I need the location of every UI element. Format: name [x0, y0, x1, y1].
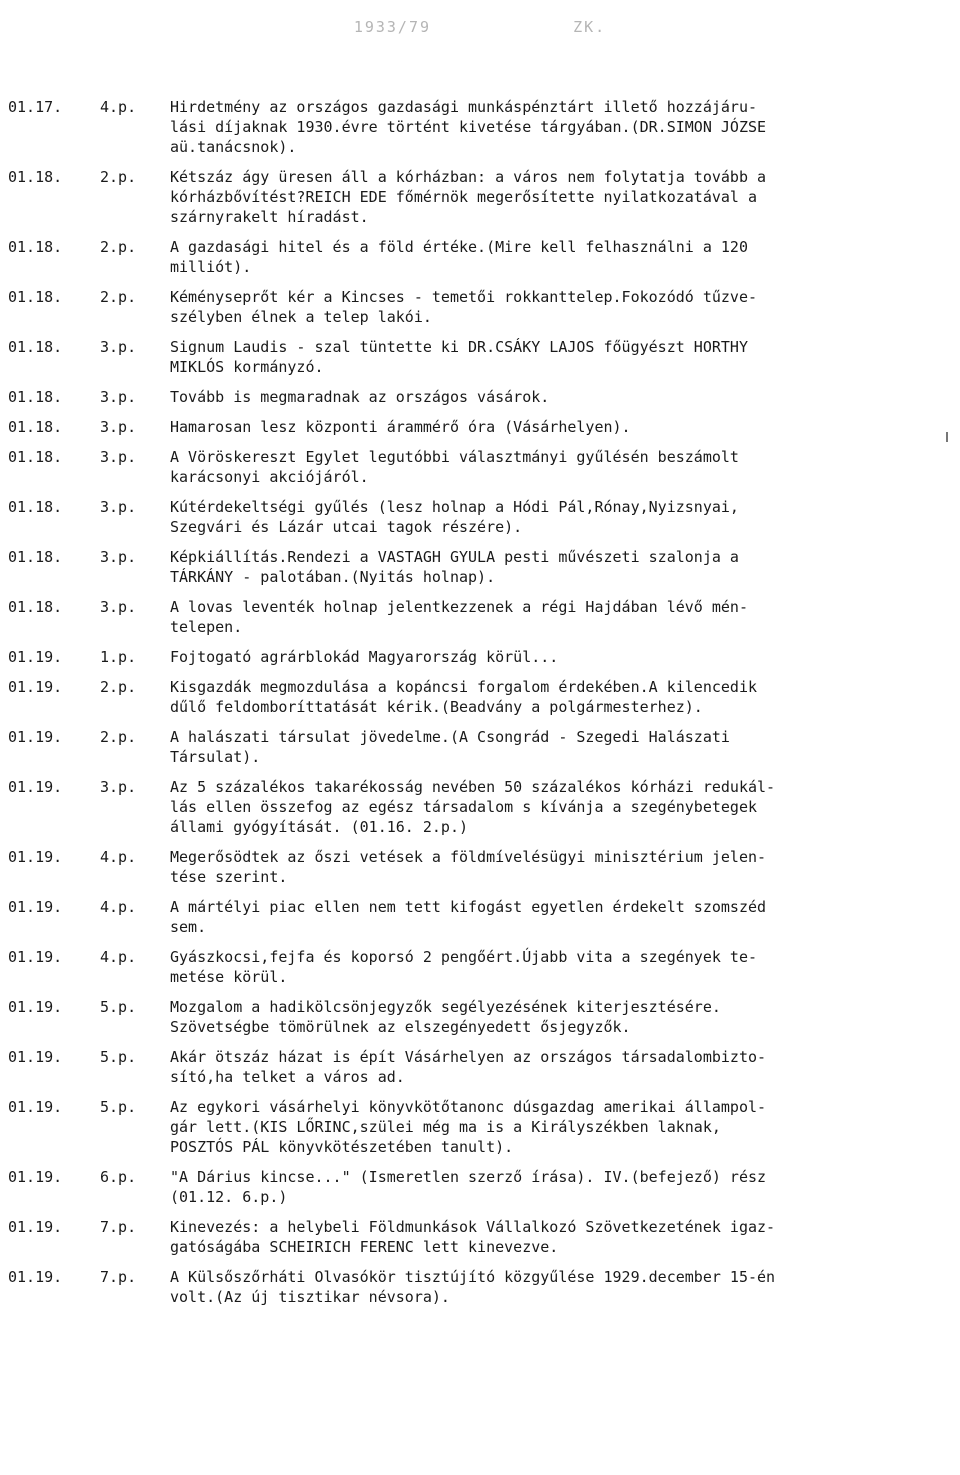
- entry-text-line: A Vöröskereszt Egylet legutóbbi választmányi gyűlésén beszámolt: [170, 448, 739, 466]
- entry-text: [170, 447, 960, 487]
- entry-date: 01.19.: [8, 1218, 63, 1236]
- entry-text: [170, 1167, 960, 1207]
- entry-date: 01.18.: [8, 168, 63, 186]
- entry-text: [170, 1267, 960, 1307]
- entry-text-line: Gyászkocsi,fejfa és koporsó 2 pengőért.Újabb vita a szegények te-: [170, 948, 757, 966]
- entry-date: 01.18.: [8, 388, 63, 406]
- entry-text-line: TÁRKÁNY - palotában.(Nyitás holnap).: [170, 568, 496, 586]
- entry-text: [170, 1047, 960, 1087]
- list-item: [0, 497, 960, 537]
- entry-date: 01.18.: [8, 498, 63, 516]
- entry-text-line: dűlő feldomboríttatását kérik.(Beadvány a polgármesterhez).: [170, 698, 703, 716]
- entry-date: 01.19.: [8, 1048, 63, 1066]
- entry-text-line: A Külsőszőrháti Olvasókör tisztújító közgyűlése 1929.december 15-én: [170, 1268, 776, 1286]
- entry-text-line: Hamarosan lesz központi árammérő óra (Vásárhelyen).: [170, 418, 631, 436]
- entry-text-line: Képkiállítás.Rendezi a VASTAGH GYULA pesti művészeti szalonja a: [170, 548, 739, 566]
- entry-text: [170, 677, 960, 717]
- entry-text: [170, 547, 960, 587]
- entry-date: 01.19.: [8, 1168, 63, 1186]
- entry-page: 5.p.: [100, 998, 137, 1016]
- entry-text-line: Kinevezés: a helybeli Földmunkások Vállalkozó Szövetkezetének igaz-: [170, 1218, 776, 1236]
- entry-page: 7.p.: [100, 1268, 137, 1286]
- list-item: [0, 1097, 960, 1157]
- entry-page: 2.p.: [100, 168, 137, 186]
- entry-text-line: volt.(Az új tisztikar névsora).: [170, 1288, 450, 1306]
- entry-text-line: lási díjaknak 1930.évre történt kivetése tárgyában.(DR.SIMON JÓZSE: [170, 118, 767, 136]
- entry-text-line: milliót).: [170, 258, 252, 276]
- entry-page: 4.p.: [100, 98, 137, 116]
- entry-page: 4.p.: [100, 848, 137, 866]
- entry-date: 01.18.: [8, 418, 63, 436]
- entry-page: 7.p.: [100, 1218, 137, 1236]
- list-item: [0, 1267, 960, 1307]
- entry-page: 2.p.: [100, 728, 137, 746]
- entry-text-line: A gazdasági hitel és a föld értéke.(Mire kell felhasználni a 120: [170, 238, 748, 256]
- entry-text: [170, 897, 960, 937]
- entry-text-line: MIKLÓS kormányzó.: [170, 358, 324, 376]
- entry-text-line: A mártélyi piac ellen nem tett kifogást egyetlen érdekelt szomszéd: [170, 898, 767, 916]
- entry-page: 4.p.: [100, 898, 137, 916]
- entry-text-line: Kéményseprőt kér a Kincses - temetői rokkanttelep.Fokozódó tűzve-: [170, 288, 757, 306]
- entry-date: 01.18.: [8, 448, 63, 466]
- entry-text-line: telepen.: [170, 618, 243, 636]
- list-item: [0, 337, 960, 377]
- list-item: [0, 417, 960, 437]
- entry-text: [170, 287, 960, 327]
- entry-page: 3.p.: [100, 498, 137, 516]
- entry-text: [170, 237, 960, 277]
- list-item: [0, 997, 960, 1037]
- list-item: [0, 1217, 960, 1257]
- entry-text-line: állami gyógyítását. (01.16. 2.p.): [170, 818, 469, 836]
- entry-text-line: Fojtogató agrárblokád Magyarország körül...: [170, 648, 559, 666]
- entry-text: [170, 947, 960, 987]
- entry-page: 1.p.: [100, 648, 137, 666]
- entry-date: 01.18.: [8, 598, 63, 616]
- scan-mark: [946, 432, 948, 442]
- entry-text-line: gár lett.(KIS LŐRINC,szülei még ma is a Királyszékben laknak,: [170, 1118, 721, 1136]
- entry-page: 4.p.: [100, 948, 137, 966]
- entry-page: 5.p.: [100, 1048, 137, 1066]
- entry-text: [170, 97, 960, 157]
- entry-text-line: A halászati társulat jövedelme.(A Csongrád - Szegedi Halászati: [170, 728, 730, 746]
- entry-text-line: A lovas leventék holnap jelentkezzenek a régi Hajdában lévő mén-: [170, 598, 748, 616]
- list-item: [0, 597, 960, 637]
- entry-date: 01.17.: [8, 98, 63, 116]
- entry-page: 3.p.: [100, 388, 137, 406]
- list-item: [0, 647, 960, 667]
- list-item: [0, 387, 960, 407]
- entry-text: [170, 847, 960, 887]
- entry-page: 2.p.: [100, 678, 137, 696]
- list-item: [0, 97, 960, 157]
- entry-page: 3.p.: [100, 448, 137, 466]
- entry-page: 3.p.: [100, 548, 137, 566]
- entry-date: 01.19.: [8, 678, 63, 696]
- entry-text-line: Kétszáz ágy üresen áll a kórházban: a város nem folytatja tovább a: [170, 168, 767, 186]
- entry-text-line: szélyben élnek a telep lakói.: [170, 308, 432, 326]
- entry-text-line: gatóságába SCHEIRICH FERENC lett kinevezve.: [170, 1238, 559, 1256]
- list-item: [0, 947, 960, 987]
- entry-text: [170, 647, 960, 667]
- entry-date: 01.19.: [8, 1098, 63, 1116]
- entry-date: 01.19.: [8, 898, 63, 916]
- entry-list: [0, 97, 960, 1317]
- entry-text-line: karácsonyi akciójáról.: [170, 468, 369, 486]
- list-item: [0, 677, 960, 717]
- entry-text-line: sító,ha telket a város ad.: [170, 1068, 405, 1086]
- entry-date: 01.19.: [8, 728, 63, 746]
- entry-text-line: Szegvári és Lázár utcai tagok részére).: [170, 518, 523, 536]
- entry-text-line: Mozgalom a hadikölcsönjegyzők segélyezésének kiterjesztésére.: [170, 998, 721, 1016]
- entry-text: [170, 417, 960, 437]
- entry-text-line: aü.tanácsnok).: [170, 138, 297, 156]
- list-item: [0, 287, 960, 327]
- entry-date: 01.18.: [8, 288, 63, 306]
- entry-text-line: Az egykori vásárhelyi könyvkötőtanonc dúsgazdag amerikai állampol-: [170, 1098, 767, 1116]
- entry-text-line: kórházbővítést?REICH EDE főmérnök megerősítette nyilatkozatával a: [170, 188, 757, 206]
- entry-date: 01.19.: [8, 998, 63, 1016]
- entry-date: 01.19.: [8, 648, 63, 666]
- list-item: [0, 167, 960, 227]
- entry-text-line: sem.: [170, 918, 207, 936]
- entry-text-line: Szövetségbe tömörülnek az elszegényedett ősjegyzők.: [170, 1018, 631, 1036]
- entry-text-line: Tovább is megmaradnak az országos vásárok.: [170, 388, 550, 406]
- list-item: [0, 1047, 960, 1087]
- entry-text: [170, 597, 960, 637]
- entry-text-line: Megerősödtek az őszi vetések a földmívelésügyi minisztérium jelen-: [170, 848, 767, 866]
- entry-text: [170, 777, 960, 837]
- entry-text-line: POSZTÓS PÁL könyvkötészetében tanult).: [170, 1138, 514, 1156]
- entry-text-line: metése körül.: [170, 968, 288, 986]
- entry-page: 6.p.: [100, 1168, 137, 1186]
- entry-text: [170, 1097, 960, 1157]
- entry-text-line: "A Dárius kincse..." (Ismeretlen szerző írása). IV.(befejező) rész: [170, 1168, 767, 1186]
- entry-text-line: Társulat).: [170, 748, 261, 766]
- entry-date: 01.19.: [8, 1268, 63, 1286]
- entry-date: 01.19.: [8, 948, 63, 966]
- entry-text: [170, 1217, 960, 1257]
- entry-text-line: Signum Laudis - szal tüntette ki DR.CSÁKY LAJOS főügyészt HORTHY: [170, 338, 748, 356]
- entry-date: 01.18.: [8, 548, 63, 566]
- entry-page: 3.p.: [100, 418, 137, 436]
- entry-text: [170, 497, 960, 537]
- list-item: [0, 1167, 960, 1207]
- list-item: [0, 447, 960, 487]
- entry-text-line: Kisgazdák megmozdulása a kopáncsi forgalom érdekében.A kilencedik: [170, 678, 757, 696]
- entry-date: 01.18.: [8, 238, 63, 256]
- entry-text-line: Kútérdekeltségi gyűlés (lesz holnap a Hódi Pál,Rónay,Nyizsnyai,: [170, 498, 739, 516]
- archive-code: ZK.: [573, 18, 607, 36]
- entry-date: 01.18.: [8, 338, 63, 356]
- list-item: [0, 777, 960, 837]
- list-item: [0, 237, 960, 277]
- entry-text: [170, 997, 960, 1037]
- entry-page: 3.p.: [100, 598, 137, 616]
- archive-number: 1933/79: [353, 18, 432, 36]
- entry-page: 2.p.: [100, 238, 137, 256]
- entry-text: [170, 167, 960, 227]
- list-item: [0, 847, 960, 887]
- entry-text: [170, 337, 960, 377]
- entry-page: 3.p.: [100, 338, 137, 356]
- entry-text-line: tése szerint.: [170, 868, 288, 886]
- entry-text-line: Az 5 százalékos takarékosság nevében 50 százalékos kórházi redukál-: [170, 778, 776, 796]
- entry-text-line: szárnyrakelt híradást.: [170, 208, 369, 226]
- list-item: [0, 727, 960, 767]
- entry-text-line: Hirdetmény az országos gazdasági munkáspénztárt illető hozzájáru-: [170, 98, 757, 116]
- entry-date: 01.19.: [8, 778, 63, 796]
- entry-text-line: (01.12. 6.p.): [170, 1188, 288, 1206]
- entry-page: 5.p.: [100, 1098, 137, 1116]
- archive-header-mark: [0, 18, 960, 36]
- entry-page: 2.p.: [100, 288, 137, 306]
- entry-page: 3.p.: [100, 778, 137, 796]
- entry-date: 01.19.: [8, 848, 63, 866]
- entry-text-line: lás ellen összefog az egész társadalom s kívánja a szegénybetegek: [170, 798, 757, 816]
- entry-text: [170, 387, 960, 407]
- list-item: [0, 897, 960, 937]
- entry-text-line: Akár ötszáz házat is épít Vásárhelyen az országos társadalombizto-: [170, 1048, 767, 1066]
- list-item: [0, 547, 960, 587]
- entry-text: [170, 727, 960, 767]
